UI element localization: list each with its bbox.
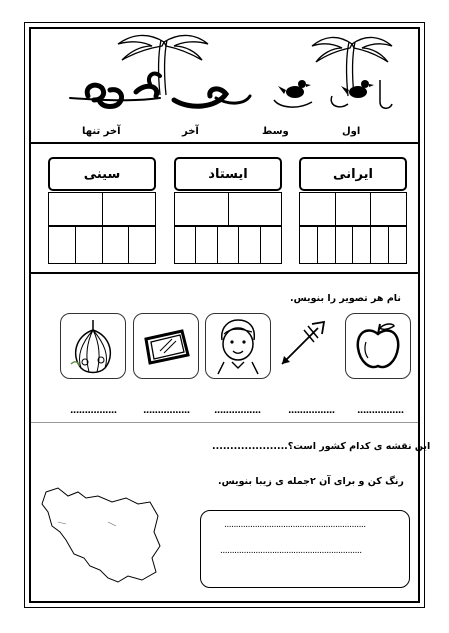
section-divider-1 <box>31 142 418 144</box>
word-box-1: ایرانی <box>299 157 407 191</box>
section-divider-2 <box>31 272 418 274</box>
syllable-row-2[interactable] <box>174 192 282 226</box>
answer-blank-5[interactable]: ................ <box>70 406 117 416</box>
picture-box-garlic <box>60 313 126 379</box>
answer-blank-1[interactable]: ................ <box>357 406 404 416</box>
answer-blank-3[interactable]: ................ <box>214 406 261 416</box>
question-which-country: این نقشه ی کدام کشور است؟..................... <box>212 441 431 452</box>
letter-row-3[interactable] <box>48 226 156 264</box>
answer-line-1[interactable]: ............................................................ <box>224 520 366 530</box>
iran-map-outline <box>38 482 168 592</box>
position-label-final: آخر <box>182 126 199 137</box>
garlic-icon <box>65 316 121 376</box>
answer-line-2[interactable]: ............................................................ <box>220 546 362 556</box>
apple-icon <box>350 318 406 374</box>
position-label-isolated: آخر تنها <box>82 126 121 137</box>
word-box-3: سینی <box>48 157 156 191</box>
syllable-row-1[interactable] <box>299 192 407 226</box>
letter-row-2[interactable] <box>174 226 282 264</box>
picture-box-tray <box>133 313 199 379</box>
palm-tree-left-icon <box>118 35 208 95</box>
instruction-color-and-write: رنگ کن و برای آن ۲جمله ی زیبا بنویس. <box>218 476 404 487</box>
word-box-2: ایستاد <box>174 157 282 191</box>
syllable-row-3[interactable] <box>48 192 156 226</box>
section-divider-3 <box>31 422 418 423</box>
arrow-icon <box>278 318 328 368</box>
position-label-middle: وسط <box>262 126 289 137</box>
letter-row-1[interactable] <box>299 226 407 264</box>
instruction-name-pictures: نام هر تصویر را بنویس. <box>290 293 401 304</box>
letter-illustration <box>40 30 410 120</box>
boy-face-icon <box>210 316 266 376</box>
picture-box-apple <box>345 313 411 379</box>
picture-box-boy <box>205 313 271 379</box>
tray-icon <box>138 321 194 371</box>
answer-blank-4[interactable]: ................ <box>143 406 190 416</box>
bird-icon-1 <box>278 80 311 98</box>
answer-blank-2[interactable]: ................ <box>288 406 335 416</box>
bird-icon-2 <box>341 80 374 98</box>
position-label-first: اول <box>342 126 361 137</box>
